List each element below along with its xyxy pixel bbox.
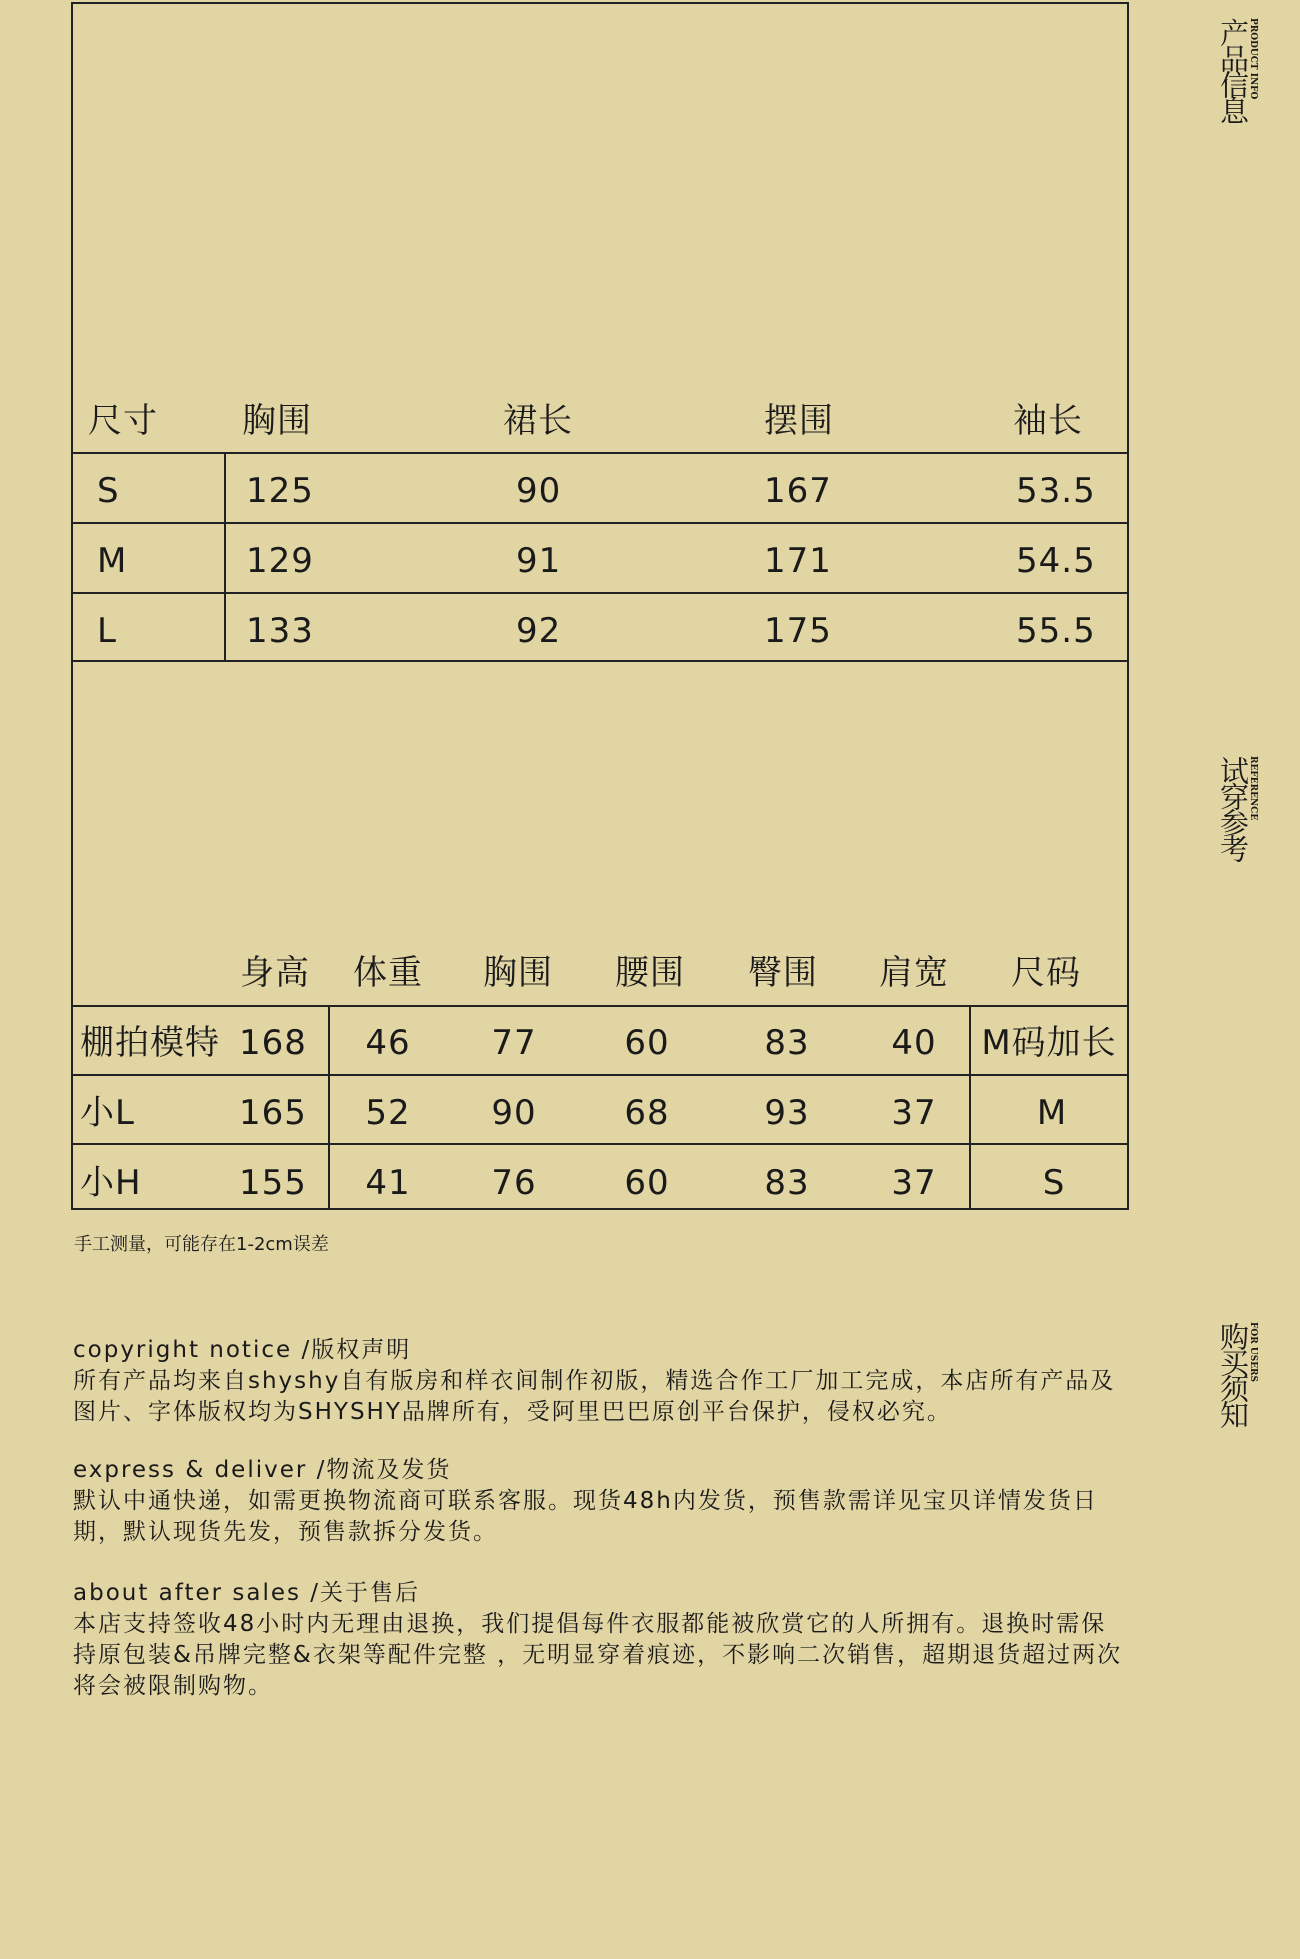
divider [328,1005,330,1210]
model-cell: 165 [239,1093,307,1133]
divider [969,1005,971,1210]
size-cell: 55.5 [1016,611,1096,651]
after-sales-section [73,1578,1133,1702]
section-line: 持原包装&吊牌完整&衣架等配件完整 ，无明显穿着痕迹，不影响二次销售，超期退货超过两次 [73,1642,1123,1668]
section-line: 将会被限制购物。 [73,1673,273,1699]
model-cell: 93 [764,1093,810,1133]
section-line: 默认中通快递，如需更换物流商可联系客服。现货48h内发货，预售款需详见宝贝详情发货日 [73,1488,1098,1514]
size-cell: 133 [246,611,314,651]
size-cell: M [97,541,128,581]
size-header-cell: 摆围 [764,401,834,441]
model-cell: 83 [764,1163,810,1203]
model-cell: 37 [891,1093,937,1133]
section-title: express & deliver /物流及发货 [73,1457,452,1483]
side-label-cn: 产品信息 [1216,18,1250,122]
size-cell: 90 [516,471,562,511]
divider [71,660,1129,662]
copyright-section [73,1335,1133,1428]
model-cell: 83 [764,1023,810,1063]
model-header-cell: 肩宽 [879,953,949,993]
express-section [73,1455,1133,1548]
model-header-cell: 尺码 [1011,953,1081,993]
section-line: 图片、字体版权均为SHYSHY品牌所有，受阿里巴巴原创平台保护，侵权必究。 [73,1399,952,1425]
divider [71,452,1129,454]
side-label-product-info [1218,18,1278,122]
model-cell: 90 [491,1093,537,1133]
section-title: copyright notice /版权声明 [73,1337,412,1363]
size-cell: S [97,471,120,511]
size-cell: 167 [764,471,832,511]
side-label-reference [1218,756,1278,860]
side-label-cn: 试穿参考 [1216,756,1250,860]
model-cell: 46 [365,1023,411,1063]
model-cell: 52 [365,1093,411,1133]
model-name-cell: 小L [80,1093,135,1133]
size-cell: 54.5 [1016,541,1096,581]
model-cell: 60 [624,1163,670,1203]
size-header-cell: 裙长 [503,401,573,441]
model-cell: 60 [624,1023,670,1063]
model-cell: 41 [365,1163,411,1203]
model-cell: 155 [239,1163,307,1203]
section-line: 本店支持签收48小时内无理由退换，我们提倡每件衣服都能被欣赏它的人所拥有。退换时需保 [73,1611,1107,1637]
side-label-en: REFERENCE [1248,756,1258,821]
model-cell: 40 [891,1023,937,1063]
section-line: 期，默认现货先发，预售款拆分发货。 [73,1519,498,1545]
divider [224,452,226,662]
model-cell: 37 [891,1163,937,1203]
model-name-cell: 棚拍模特 [80,1023,220,1063]
model-cell: S [1042,1163,1066,1203]
size-cell: 53.5 [1016,471,1096,511]
model-header-cell: 体重 [353,953,423,993]
size-cell: 92 [516,611,562,651]
size-header-cell: 尺寸 [88,401,158,441]
model-header-cell: 臀围 [748,953,818,993]
model-cell: 77 [491,1023,537,1063]
model-cell: 68 [624,1093,670,1133]
model-header-cell: 腰围 [615,953,685,993]
model-cell: 168 [239,1023,307,1063]
model-header-cell: 身高 [240,953,310,993]
side-label-en: FOR USERS [1248,1322,1258,1383]
model-cell: M [1036,1093,1068,1133]
measurement-note: 手工测量，可能存在1-2cm误差 [74,1234,329,1255]
divider [71,592,1129,594]
side-label-for-users [1218,1322,1278,1426]
size-header-cell: 胸围 [242,401,312,441]
model-cell: 76 [491,1163,537,1203]
size-cell: 91 [516,541,562,581]
section-line: 所有产品均来自shyshy自有版房和样衣间制作初版，精选合作工厂加工完成，本店所有产品及 [73,1368,1116,1394]
side-label-cn: 购买须知 [1216,1322,1250,1426]
side-label-en: PRODUCT INFO [1248,18,1258,100]
size-cell: 175 [764,611,832,651]
size-cell: 171 [764,541,832,581]
size-cell: 129 [246,541,314,581]
model-cell: M码加长 [981,1023,1117,1063]
size-cell: 125 [246,471,314,511]
size-cell: L [97,611,117,651]
divider [71,522,1129,524]
size-header-cell: 袖长 [1013,401,1083,441]
section-title: about after sales /关于售后 [73,1580,421,1606]
model-name-cell: 小H [80,1163,142,1203]
model-header-cell: 胸围 [483,953,553,993]
